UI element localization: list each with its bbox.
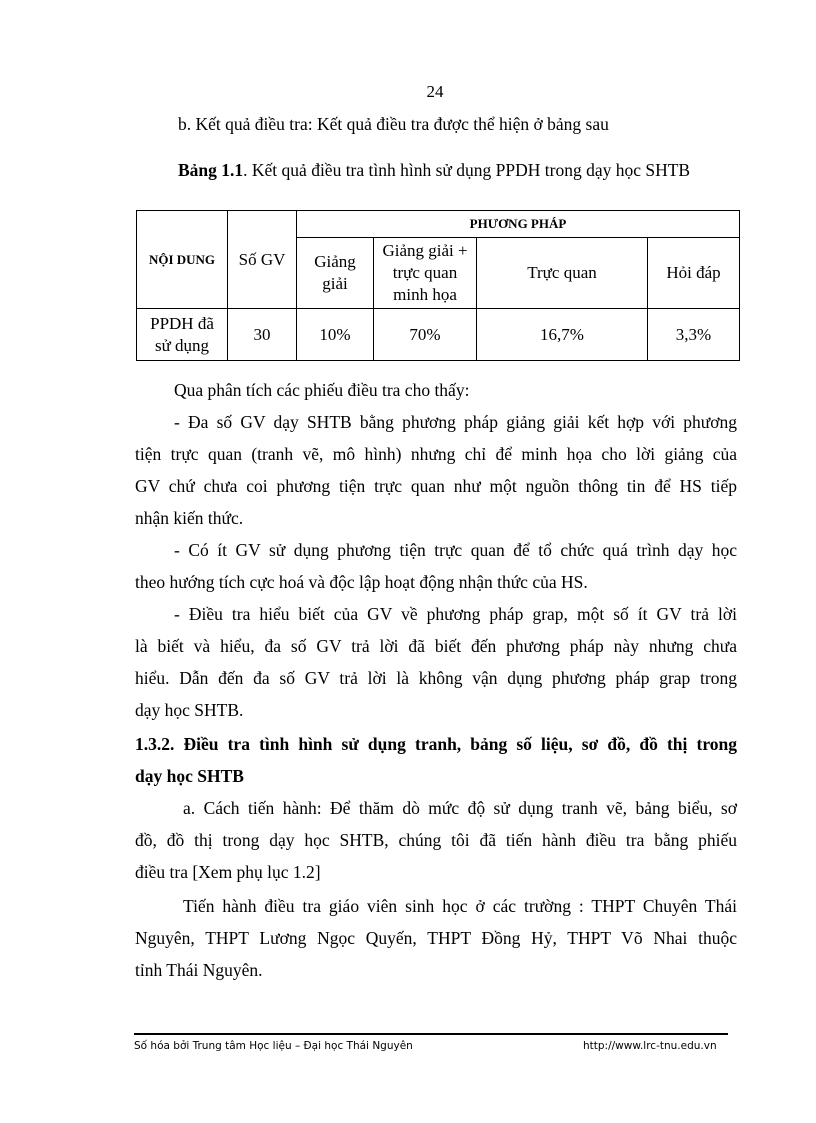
survey-table [136,210,740,361]
paragraph-line: hiểu. Dẫn đến đa số GV trả lời là không vận dụng phương pháp grap trong [135,668,737,688]
footer-source: Số hóa bởi Trung tâm Học liệu – Đại học Thái Nguyên [134,1040,413,1052]
paragraph-line: theo hướng tích cực hoá và độc lập hoạt động nhận thức của HS. [135,572,588,592]
row-value: 10% [297,309,374,361]
section-heading: 1.3.2. Điều tra tình hình sử dụng tranh, bảng số liệu, sơ đồ, đồ thị trong [135,734,737,754]
footer-divider [134,1033,728,1035]
paragraph-line: - Đa số GV dạy SHTB bằng phương pháp giảng giải kết hợp với phương [174,412,737,432]
header-teachers: Số GV [228,211,297,309]
paragraph-line: là biết và hiểu, đa số GV trả lời đã biết đến phương pháp này nhưng chưa [135,636,737,656]
row-label: PPDH đã sử dụng [137,309,228,361]
paragraph-line: điều tra [Xem phụ lục 1.2] [135,862,321,882]
paragraph-line: tỉnh Thái Nguyên. [135,960,263,980]
paragraph-line: - Có ít GV sử dụng phương tiện trực quan để tổ chức quá trình dạy học [174,540,737,560]
caption-text: . Kết quả điều tra tình hình sử dụng PPDH trong dạy học SHTB [243,160,691,180]
row-value: 3,3% [648,309,740,361]
intro-line: b. Kết quả điều tra: Kết quả điều tra được thể hiện ở bảng sau [178,114,609,134]
paragraph-line: a. Cách tiến hành: Để thăm dò mức độ sử dụng tranh vẽ, bảng biểu, sơ [183,798,737,818]
footer-url[interactable]: http://www.lrc-tnu.edu.vn [583,1040,717,1052]
row-teachers: 30 [228,309,297,361]
header-methods-group: PHƯƠNG PHÁP [297,211,740,238]
page-number: 24 [426,82,444,101]
caption-label: Bảng 1.1 [178,160,244,180]
table-caption [178,158,690,182]
paragraph-line: GV chứ chưa coi phương tiện trực quan như một nguồn thông tin để HS tiếp [135,476,737,496]
paragraph-line: đồ, đồ thị trong dạy học SHTB, chúng tôi đã tiến hành điều tra bằng phiếu [135,830,737,850]
analysis-intro: Qua phân tích các phiếu điều tra cho thấy: [174,380,470,400]
header-content: NỘI DUNG [137,211,228,309]
table-row [137,309,740,361]
paragraph-line: dạy học SHTB. [135,700,244,720]
paragraph-line: - Điều tra hiểu biết của GV về phương pháp grap, một số ít GV trả lời [174,604,737,624]
section-heading-cont: dạy học SHTB [135,766,244,786]
paragraph-line: tiện trực quan (tranh vẽ, mô hình) nhưng chỉ để minh họa cho lời giảng của [135,444,737,464]
method-col: Trực quan [477,238,648,309]
paragraph-line: Tiến hành điều tra giáo viên sinh học ở các trường : THPT Chuyên Thái [183,896,737,916]
paragraph-line: Nguyên, THPT Lương Ngọc Quyến, THPT Đồng Hỷ, THPT Võ Nhai thuộc [135,928,737,948]
method-col: Giảng giải [297,238,374,309]
row-value: 70% [374,309,477,361]
row-value: 16,7% [477,309,648,361]
method-col: Hỏi đáp [648,238,740,309]
method-col: Giảng giải + trực quan minh họa [374,238,477,309]
paragraph-line: nhận kiến thức. [135,508,244,528]
